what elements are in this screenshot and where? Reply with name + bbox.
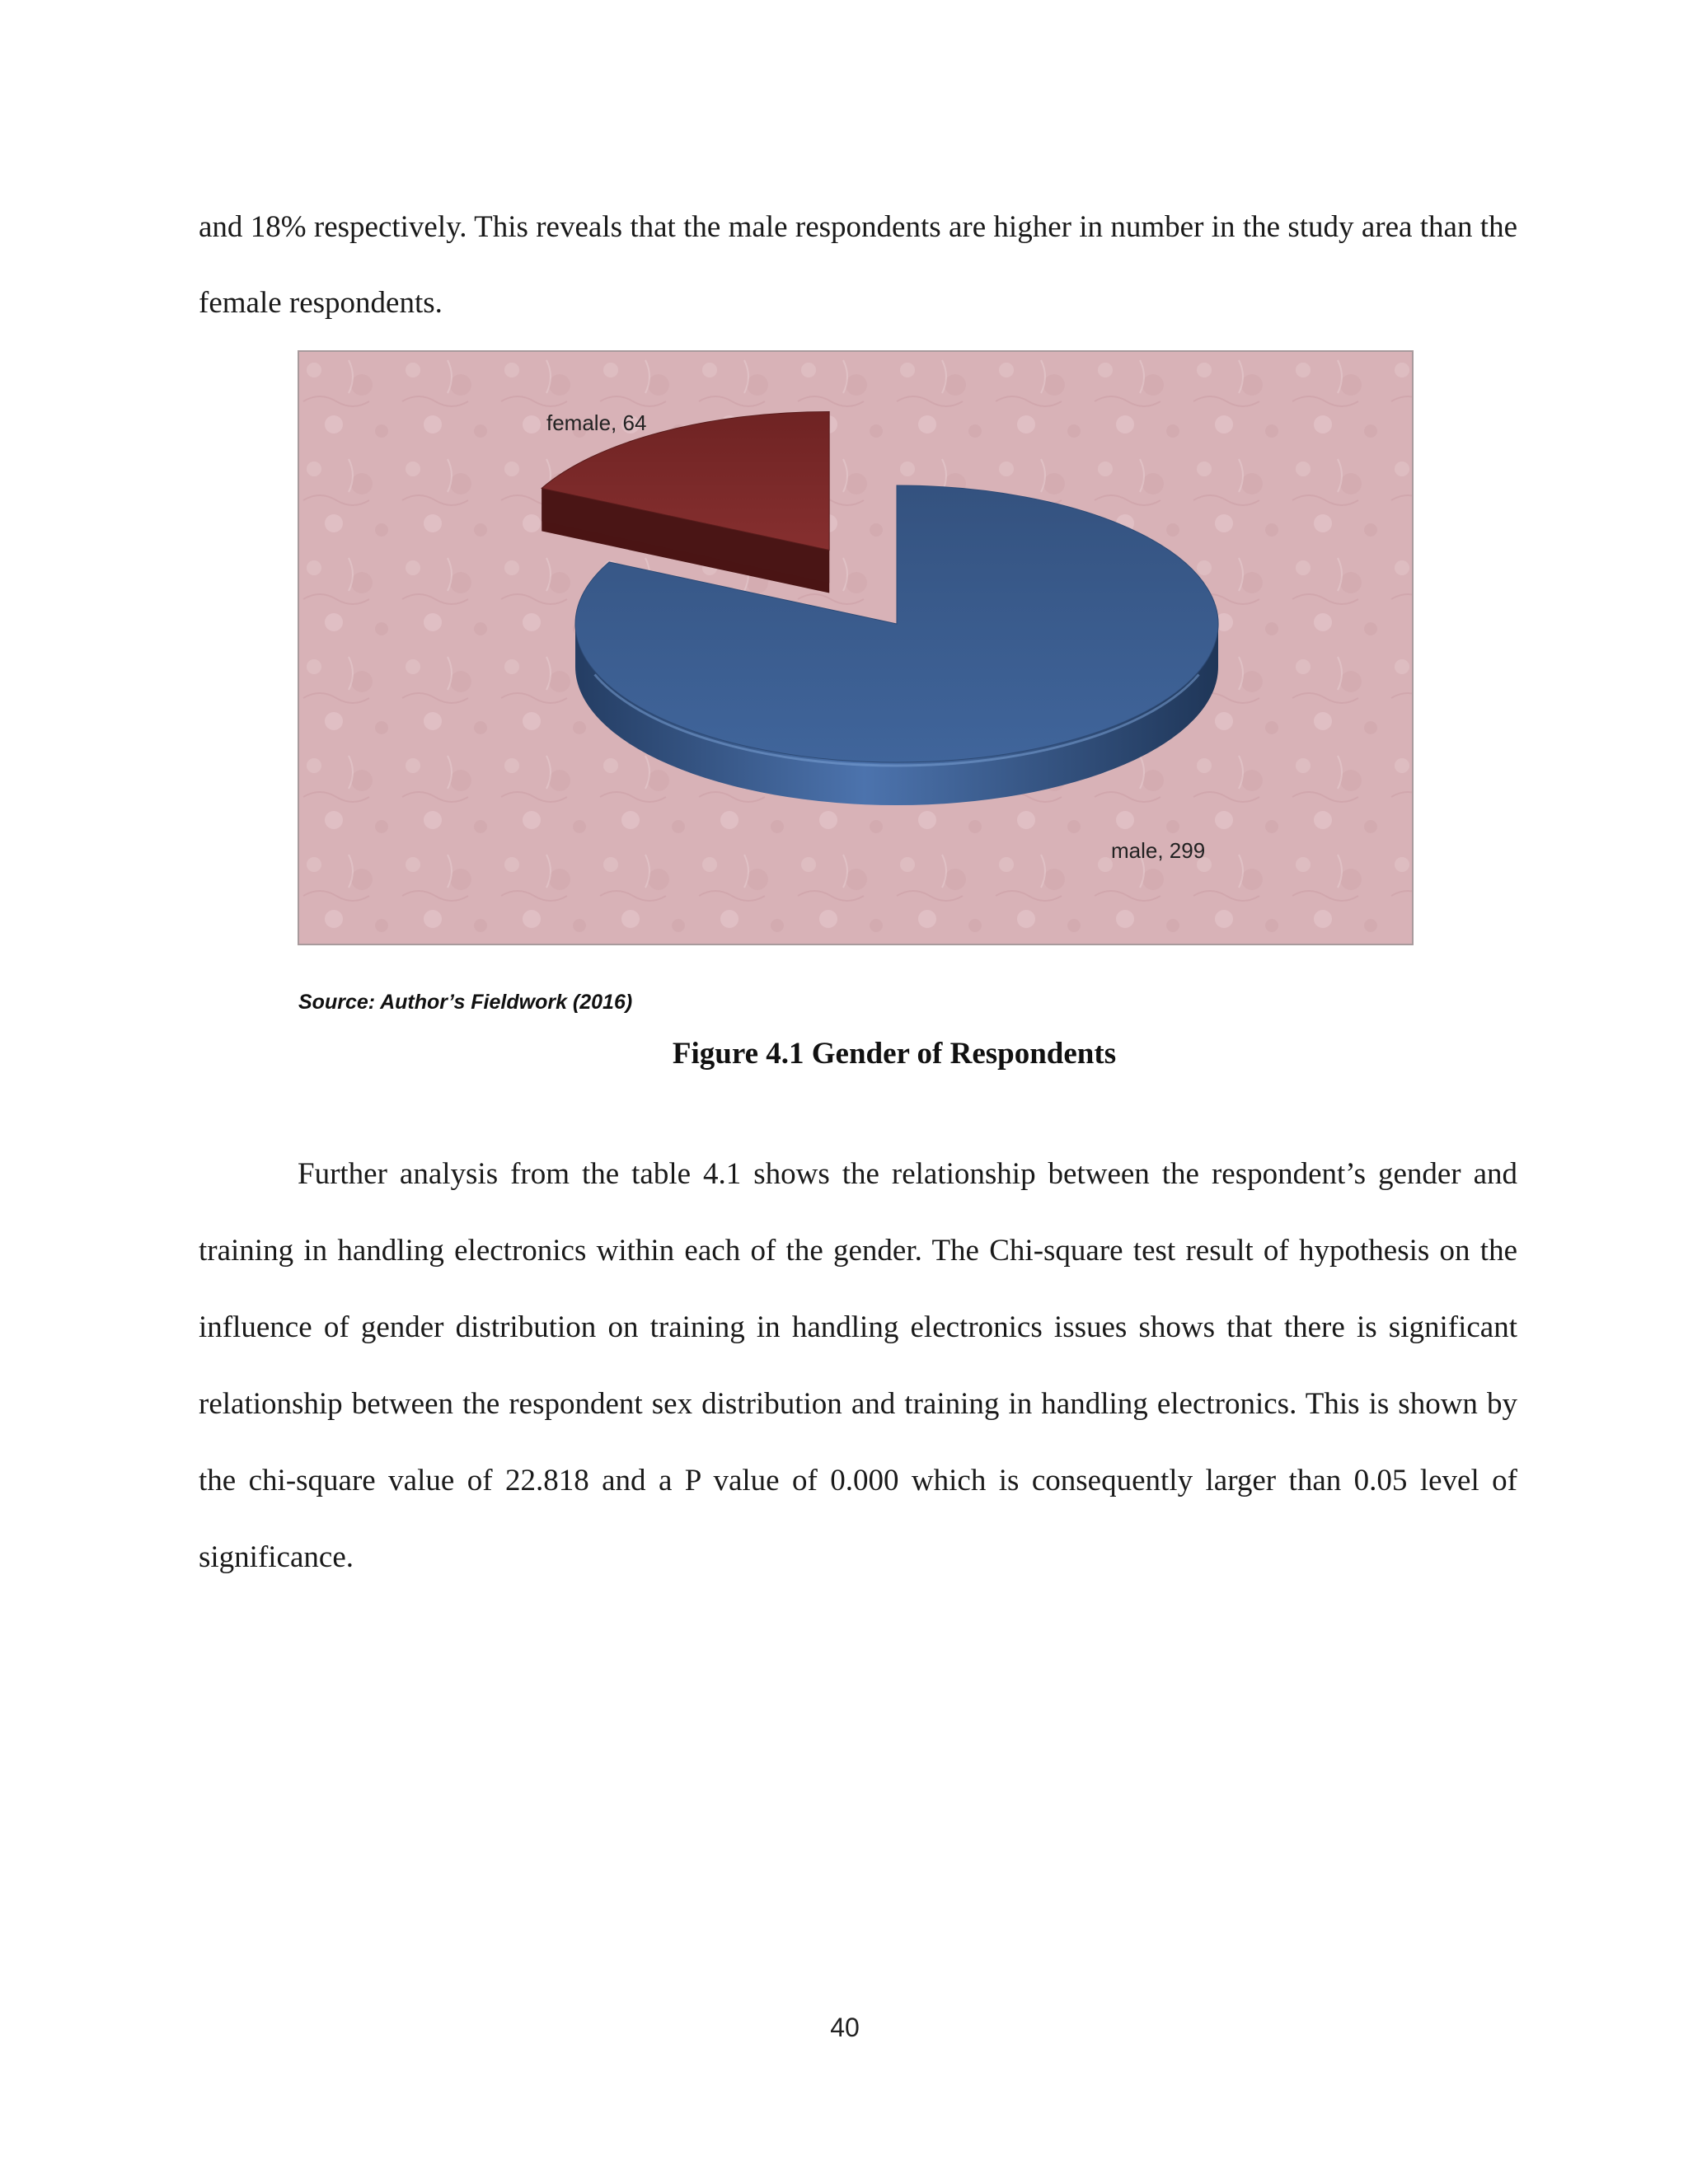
- data-label-male: male, 299: [1111, 838, 1206, 863]
- pie-chart: [298, 350, 1414, 945]
- source-note: Source: Author’s Fieldwork (2016): [298, 991, 633, 1014]
- page-number: 40: [830, 2013, 860, 2042]
- paragraph-bottom: Further analysis from the table 4.1 shows the relationship between the respondent’s gender and training in handling electronics within each of the gender. The Chi-square test result of hypothesis on the influence of gender distribution on training in handling electronics issues shows that there is significant relationship between the respondent sex distribution and training in handling electronics. This is shown by the chi-square value of 22.818 and a P value of 0.000 which is consequently larger than 0.05 level of significance.: [199, 1157, 1517, 1574]
- data-label-female: female, 64: [546, 410, 647, 435]
- figure-caption: Figure 4.1 Gender of Respondents: [672, 1037, 1117, 1071]
- paragraph-top: and 18% respectively. This reveals that the male respondents are higher in number in the study area than the female respondents.: [199, 210, 1517, 320]
- pie-chart-svg: [299, 352, 1412, 944]
